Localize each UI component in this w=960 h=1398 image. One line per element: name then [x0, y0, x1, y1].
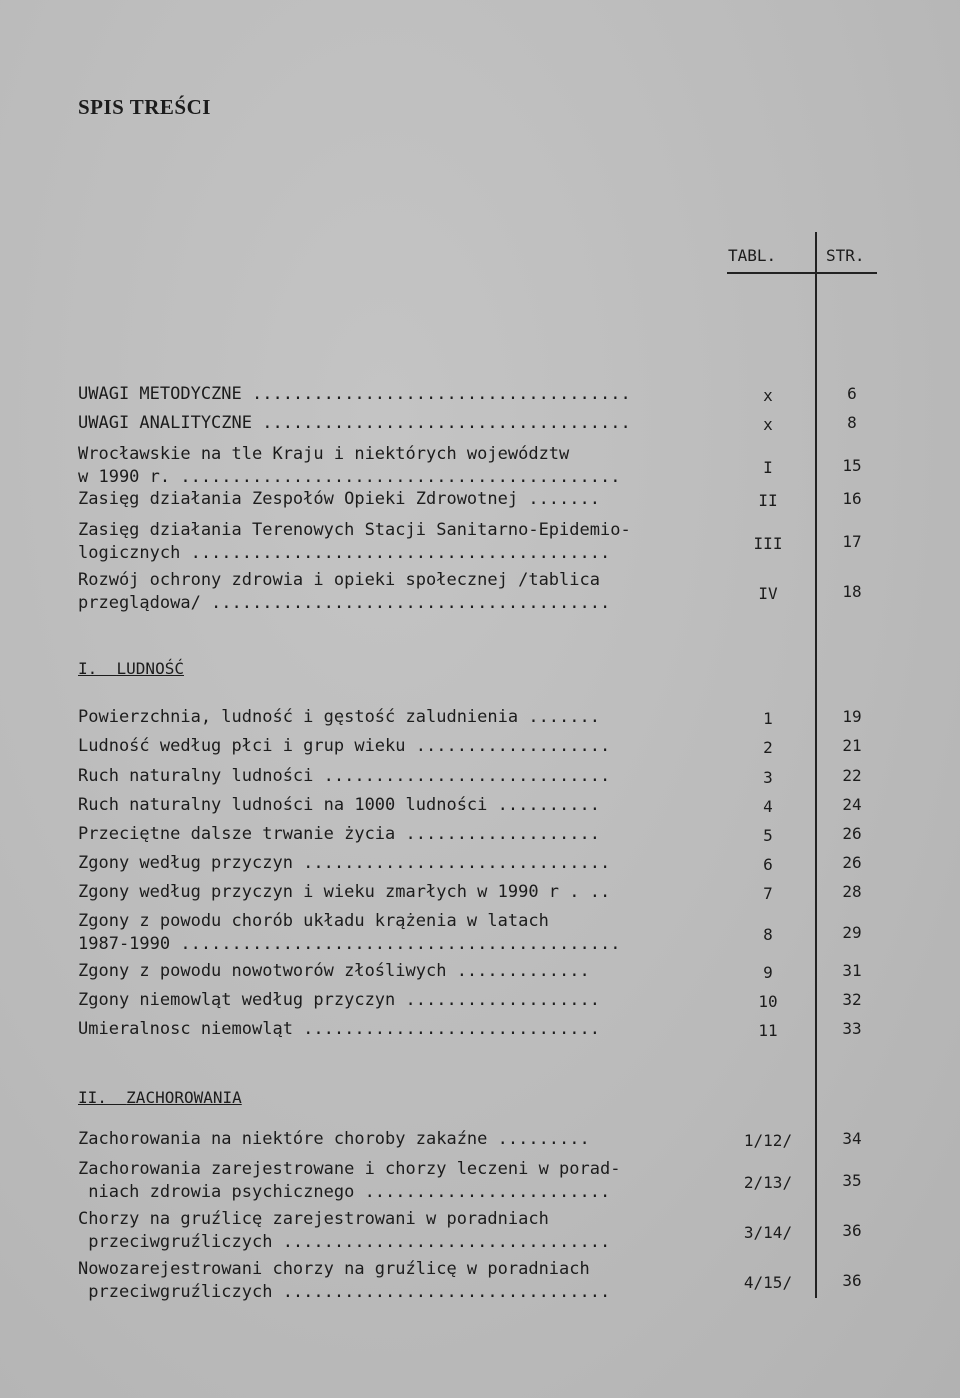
toc-entry-text: Zgony z powodu nowotworów złośliwych ............. — [78, 961, 590, 981]
page-title: SPIS TREŚCI — [78, 95, 211, 119]
toc-table-number: 1/12/ — [743, 1131, 793, 1150]
toc-entry-text: niach zdrowia psychicznego ........................ — [78, 1182, 611, 1202]
toc-page-number: 35 — [842, 1170, 862, 1190]
toc-table-number: 8 — [763, 924, 773, 944]
toc-table-number: 3 — [763, 768, 773, 787]
toc-entry — [78, 765, 698, 788]
toc-page-number: 32 — [842, 990, 862, 1009]
toc-entry — [78, 569, 698, 615]
toc-entry-text: Zachorowania na niektóre choroby zakaźne ......... — [78, 1129, 590, 1149]
section-name: LUDNOŚĆ — [116, 659, 184, 678]
toc-table-number: 6 — [763, 855, 773, 874]
toc-page-number: 24 — [842, 795, 862, 814]
column-header-tabl: TABL. — [728, 246, 777, 265]
toc-entry-text: 1987-1990 ........................................... — [78, 934, 621, 954]
toc-page-number: 34 — [842, 1129, 862, 1148]
toc-table-number: I — [763, 457, 773, 477]
toc-page-number: 21 — [842, 736, 862, 755]
toc-page-number: 28 — [842, 882, 862, 901]
toc-table-number: II — [758, 491, 778, 510]
toc-entry-text: Zgony z powodu chorób układu krążenia w latach — [78, 911, 549, 931]
toc-table-number: 10 — [758, 992, 778, 1011]
toc-entry-text: Umieralnosc niemowląt ............................. — [78, 1019, 600, 1039]
column-divider — [815, 232, 817, 1298]
toc-entry-text: Zgony według przyczyn .............................. — [78, 853, 611, 873]
toc-entry-text: przeciwgruźliczych ................................ — [78, 1282, 611, 1302]
toc-entry — [78, 383, 698, 406]
toc-page-number: 16 — [842, 489, 862, 508]
toc-page-number: 17 — [842, 531, 862, 551]
toc-entry-text: logicznych ......................................... — [78, 543, 611, 563]
toc-table-number: 9 — [763, 963, 773, 982]
toc-entry-text: Zgony niemowląt według przyczyn ................... — [78, 990, 600, 1010]
toc-entry-text: Wrocławskie na tle Kraju i niektórych województw — [78, 444, 570, 464]
toc-entry — [78, 412, 698, 435]
toc-page-number: 36 — [842, 1220, 862, 1240]
toc-page-number: 36 — [842, 1270, 862, 1290]
toc-page-number: 29 — [842, 922, 862, 942]
toc-entry-text: Zgony według przyczyn i wieku zmarłych w 1990 r . .. — [78, 882, 611, 902]
toc-entry — [78, 852, 698, 875]
toc-entry — [78, 910, 698, 956]
section-heading — [78, 659, 184, 678]
toc-entry-text: Rozwój ochrony zdrowia i opieki społecznej /tablica — [78, 570, 600, 590]
toc-table-number: 11 — [758, 1021, 778, 1040]
toc-entry-text: Zasięg działania Zespołów Opieki Zdrowotnej ....... — [78, 489, 600, 509]
toc-entry-text: Ruch naturalny ludności ............................ — [78, 766, 611, 786]
toc-table-number: x — [763, 415, 773, 434]
toc-entry-text: Przeciętne dalsze trwanie życia ................... — [78, 824, 600, 844]
toc-table-number: III — [753, 533, 783, 553]
toc-entry-text: Nowozarejestrowani chorzy na gruźlicę w poradniach — [78, 1259, 590, 1279]
toc-page-number: 15 — [842, 455, 862, 475]
toc-table-number: x — [763, 386, 773, 405]
toc-entry-text: UWAGI METODYCZNE ..................................... — [78, 384, 631, 404]
toc-table-number: 4 — [763, 797, 773, 816]
toc-entry — [78, 794, 698, 817]
toc-entry-text: Powierzchnia, ludność i gęstość zaludnienia ....... — [78, 707, 600, 727]
toc-entry — [78, 519, 698, 565]
toc-table-number: 3/14/ — [743, 1222, 793, 1242]
toc-entry — [78, 881, 698, 904]
header-rule — [727, 272, 877, 274]
toc-page-number: 26 — [842, 824, 862, 843]
toc-entry — [78, 735, 698, 758]
section-heading — [78, 1088, 242, 1107]
toc-table-number: 5 — [763, 826, 773, 845]
toc-entry — [78, 1208, 698, 1254]
toc-entry — [78, 443, 698, 489]
toc-entry-text: przeciwgruźliczych ................................ — [78, 1232, 611, 1252]
toc-entry — [78, 823, 698, 846]
toc-entry-text: Ludność według płci i grup wieku ................... — [78, 736, 611, 756]
section-number: II. — [78, 1088, 127, 1107]
toc-table-number: 2 — [763, 738, 773, 757]
toc-entry-text: przeglądowa/ ....................................... — [78, 593, 611, 613]
section-name: ZACHOROWANIA — [126, 1088, 242, 1107]
toc-page-number: 31 — [842, 961, 862, 980]
toc-table-number: 1 — [763, 709, 773, 728]
toc-entry — [78, 960, 698, 983]
toc-entry — [78, 1158, 698, 1204]
column-header-str: STR. — [826, 246, 865, 265]
toc-entry-text: w 1990 r. ........................................... — [78, 467, 621, 487]
toc-table-number: IV — [758, 583, 778, 603]
section-number: I. — [78, 659, 117, 678]
toc-entry — [78, 488, 698, 511]
toc-table-number: 7 — [763, 884, 773, 903]
toc-page-number: 33 — [842, 1019, 862, 1038]
toc-page-number: 8 — [847, 413, 857, 432]
toc-entry — [78, 1128, 698, 1151]
toc-entry-text: Ruch naturalny ludności na 1000 ludności .......... — [78, 795, 600, 815]
toc-entry-text: Zachorowania zarejestrowane i chorzy leczeni w porad- — [78, 1159, 621, 1179]
toc-table-number: 2/13/ — [743, 1172, 793, 1192]
toc-entry — [78, 1258, 698, 1304]
toc-entry-text: UWAGI ANALITYCZNE .................................... — [78, 413, 631, 433]
toc-page-number: 22 — [842, 766, 862, 785]
toc-entry — [78, 1018, 698, 1041]
toc-page-number: 26 — [842, 853, 862, 872]
toc-entry-text: Zasięg działania Terenowych Stacji Sanitarno-Epidemio- — [78, 520, 631, 540]
toc-entry-text: Chorzy na gruźlicę zarejestrowani w poradniach — [78, 1209, 549, 1229]
toc-entry — [78, 706, 698, 729]
toc-page-number: 6 — [847, 384, 857, 403]
toc-page-number: 19 — [842, 707, 862, 726]
toc-entry — [78, 989, 698, 1012]
toc-page-number: 18 — [842, 581, 862, 601]
toc-table-number: 4/15/ — [743, 1272, 793, 1292]
